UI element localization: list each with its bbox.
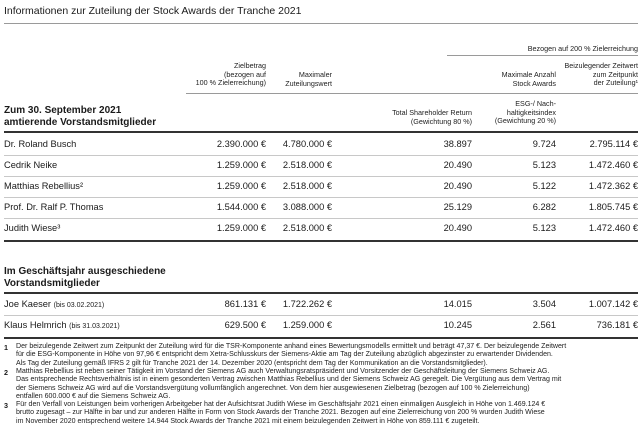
section-title-current: Zum 30. September 2021 amtierende Vorstandsmitglieder — [4, 105, 157, 128]
table-row — [0, 155, 642, 176]
footnote-number: 2 — [4, 368, 8, 377]
table-row — [0, 218, 642, 239]
esg-awards: 9.724 — [532, 139, 556, 149]
col-header-esg: ESG-/ Nach- haltigkeitsindex (Gewichtung 20 %) — [494, 99, 556, 126]
page-title: Informationen zur Zuteilung der Stock Awards der Tranche 2021 — [4, 5, 302, 17]
zielbetrag: 1.259.000 € — [216, 181, 266, 191]
max-zuteilungswert: 1.259.000 € — [282, 320, 332, 330]
footnote-text: Matthias Rebellius ist neben seiner Tätigkeit im Vorstand der Siemens AG auch Verwaltungsratspräsident und Vorsitzender der Geschäftsleitung der Siemens Schweiz AG. Das entsprechende Rechtsverhältnis ist in einem gesonderten Vertrag zwischen Matthias Rebellius und der Siemens Schweiz AG geregelt. Die Vergütung aus dem Vertrag mit der Siemens Schweiz AG wird auf die Vorstandsvergütung vollumfänglich angerechnet. Von dem hier ausgewiesenen Zielbetrag (bezogen auf 100 % Zielerreichung) entfallen 600.000 € auf die Siemens Schweiz AG. — [16, 368, 562, 401]
zeitwert: 1.007.142 € — [588, 299, 638, 309]
group-header-rule — [447, 55, 638, 56]
header-rule — [186, 93, 638, 94]
zeitwert: 2.795.114 € — [589, 139, 638, 149]
member-name: Joe Kaeser (bis 03.02.2021) — [4, 299, 105, 309]
title-rule — [4, 23, 638, 24]
esg-awards: 5.122 — [532, 181, 556, 191]
member-tenure-note: (bis 31.03.2021) — [69, 323, 120, 330]
group-header: Bezogen auf 200 % Zielerreichung — [527, 44, 638, 53]
table-row — [0, 134, 642, 155]
zeitwert: 1.472.460 € — [588, 223, 638, 233]
member-name: Cedrik Neike — [4, 160, 58, 170]
tsr-awards: 20.490 — [443, 181, 472, 191]
esg-awards: 5.123 — [532, 160, 556, 170]
member-name: Klaus Helmrich (bis 31.03.2021) — [4, 320, 120, 330]
tsr-awards: 14.015 — [443, 299, 472, 309]
tsr-awards: 20.490 — [443, 223, 472, 233]
table-row — [0, 176, 642, 197]
footnote-text: Für den Verfall von Leistungen beim vorherigen Arbeitgeber hat der Aufsichtsrat Judith Wiese im Geschäftsjahr 2021 einen einmaligen Ausgleich in Höhe von 1.469.124 € brutto zugesagt – zur Hälfte in bar und zur anderen Hälfte in Form von Stock Awards der Tranche 2021. Bezogen auf eine Zielerreichung von 200 % wurden Judith Wiese im November 2020 entsprechend weitere 14.944 Stock Awards der Tranche 2021 mit einem beizulegenden Zeitwert in Höhe von 859.111 € zugeteilt. — [16, 401, 546, 425]
member-name: Prof. Dr. Ralf P. Thomas — [4, 202, 104, 212]
member-name: Dr. Roland Busch — [4, 139, 77, 149]
col-header-zielbetrag: Zielbetrag (bezogen auf 100 % Zielerreichung) — [195, 61, 266, 88]
tsr-awards: 25.129 — [443, 202, 472, 212]
col-header-max-wert: Maximaler Zuteilungswert — [285, 70, 332, 88]
member-name: Judith Wiese³ — [4, 223, 61, 233]
table-bottom-rule — [4, 337, 638, 339]
esg-awards: 2.561 — [532, 320, 556, 330]
zielbetrag: 1.544.000 € — [216, 202, 266, 212]
footnote-number: 1 — [4, 343, 8, 352]
zeitwert: 736.181 € — [596, 320, 638, 330]
tsr-awards: 20.490 — [443, 160, 472, 170]
footnote-number: 3 — [4, 401, 8, 410]
zeitwert: 1.472.460 € — [588, 160, 638, 170]
footnote-text: Der beizulegende Zeitwert zum Zeitpunkt der Zuteilung wird für die TSR-Komponente anhand eines Bewertungsmodells ermittelt und beträgt 47,37 €. Der beizulegende Zeitwert für die ESG-Komponente in Höhe von 97,96 € entspricht dem Xetra-Schlusskurs der Siemens-Aktie am Tag der Zuteilung abzüglich abgezinster zu erwartender Dividenden. Als Tag der Zuteilung gemäß IFRS 2 gilt für Tranche 2021 der 14. Dezember 2020 (entspricht dem Tag der Kommunikation an die Vorstandsmitglieder). — [16, 343, 567, 367]
section-divider — [4, 240, 638, 242]
max-zuteilungswert: 2.518.000 € — [282, 223, 332, 233]
esg-awards: 3.504 — [532, 299, 556, 309]
zielbetrag: 2.390.000 € — [216, 139, 266, 149]
max-zuteilungswert: 4.780.000 € — [282, 139, 332, 149]
table-row — [0, 315, 642, 336]
table-top-rule — [4, 131, 638, 133]
esg-awards: 5.123 — [532, 223, 556, 233]
zielbetrag: 861.131 € — [224, 299, 266, 309]
section-title-departed: Im Geschäftsjahr ausgeschiedene Vorstandsmitglieder — [4, 266, 166, 289]
member-tenure-note: (bis 03.02.2021) — [53, 302, 105, 309]
max-zuteilungswert: 3.088.000 € — [282, 202, 332, 212]
tsr-awards: 10.245 — [443, 320, 472, 330]
col-header-max-anzahl: Maximale Anzahl Stock Awards — [501, 70, 556, 88]
esg-awards: 6.282 — [532, 202, 556, 212]
zeitwert: 1.805.745 € — [588, 202, 638, 212]
tsr-awards: 38.897 — [443, 139, 472, 149]
table-row — [0, 197, 642, 218]
col-header-zeitwert: Beizulegender Zeitwert zum Zeitpunkt der Zuteilung¹ — [564, 61, 638, 88]
zeitwert: 1.472.362 € — [588, 181, 638, 191]
member-name: Matthias Rebellius² — [4, 181, 84, 191]
zielbetrag: 1.259.000 € — [216, 223, 266, 233]
table-row — [0, 294, 642, 315]
zielbetrag: 1.259.000 € — [216, 160, 266, 170]
max-zuteilungswert: 1.722.262 € — [282, 299, 332, 309]
col-header-tsr: Total Shareholder Return (Gewichtung 80 %) — [392, 108, 472, 126]
max-zuteilungswert: 2.518.000 € — [282, 160, 332, 170]
zielbetrag: 629.500 € — [224, 320, 266, 330]
max-zuteilungswert: 2.518.000 € — [282, 181, 332, 191]
